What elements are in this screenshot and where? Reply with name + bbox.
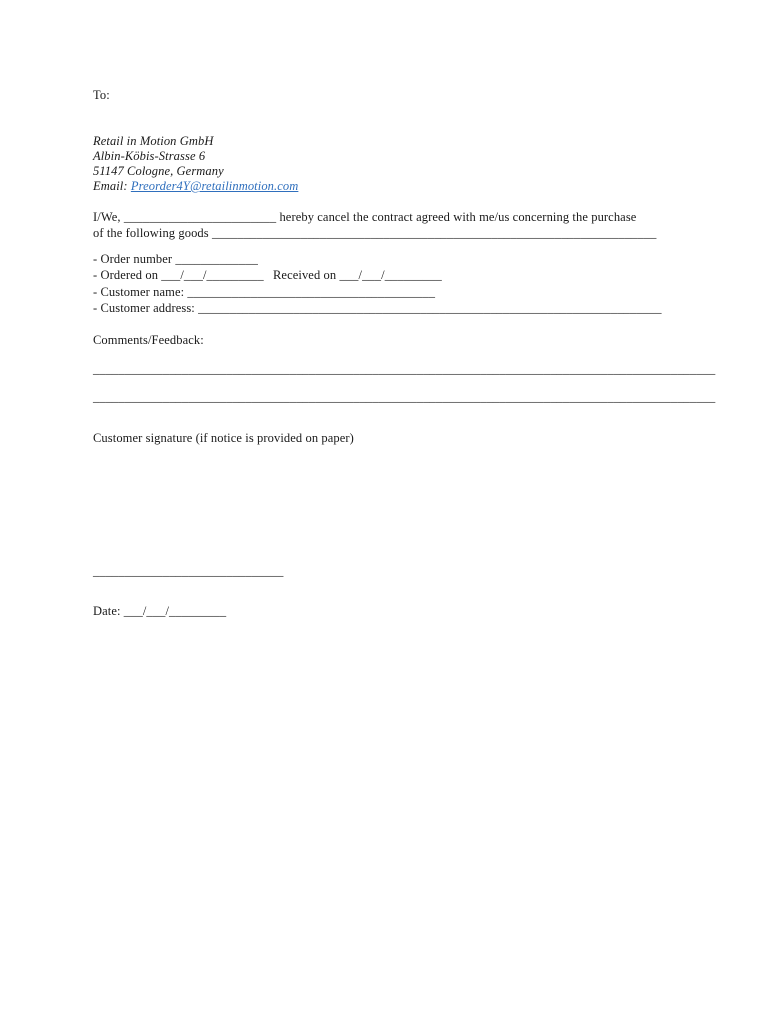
statement-line-1: I/We, ________________________ hereby cancel the contract agreed with me/us concerning the purchase	[93, 210, 637, 224]
received-on-field: Received on ___/___/_________	[273, 268, 442, 282]
email-link[interactable]: Preorder4Y@retailinmotion.com	[130, 179, 299, 193]
customer-address-field: - Customer address: _________________________________________________________________________	[93, 301, 662, 315]
comments-line-2: __________________________________________________________________________________________________	[93, 390, 716, 404]
date-field: Date: ___/___/_________	[93, 604, 227, 618]
comments-label: Comments/Feedback:	[93, 333, 204, 347]
comments-line-1: __________________________________________________________________________________________________	[93, 362, 716, 376]
customer-name-field: - Customer name: _______________________________________	[93, 285, 436, 299]
email-line	[93, 179, 298, 194]
ordered-on-field: - Ordered on ___/___/_________	[93, 268, 264, 282]
email-label: Email:	[93, 179, 131, 193]
street-address: Albin-Köbis-Strasse 6	[93, 149, 206, 163]
to-label: To:	[93, 88, 110, 102]
signature-label: Customer signature (if notice is provided on paper)	[93, 431, 354, 445]
city-address: 51147 Cologne, Germany	[93, 164, 224, 178]
signature-line: ______________________________	[93, 564, 284, 578]
statement-line-2: of the following goods ______________________________________________________________________	[93, 226, 657, 240]
order-number-field: - Order number _____________	[93, 252, 258, 266]
company-name: Retail in Motion GmbH	[93, 134, 214, 148]
